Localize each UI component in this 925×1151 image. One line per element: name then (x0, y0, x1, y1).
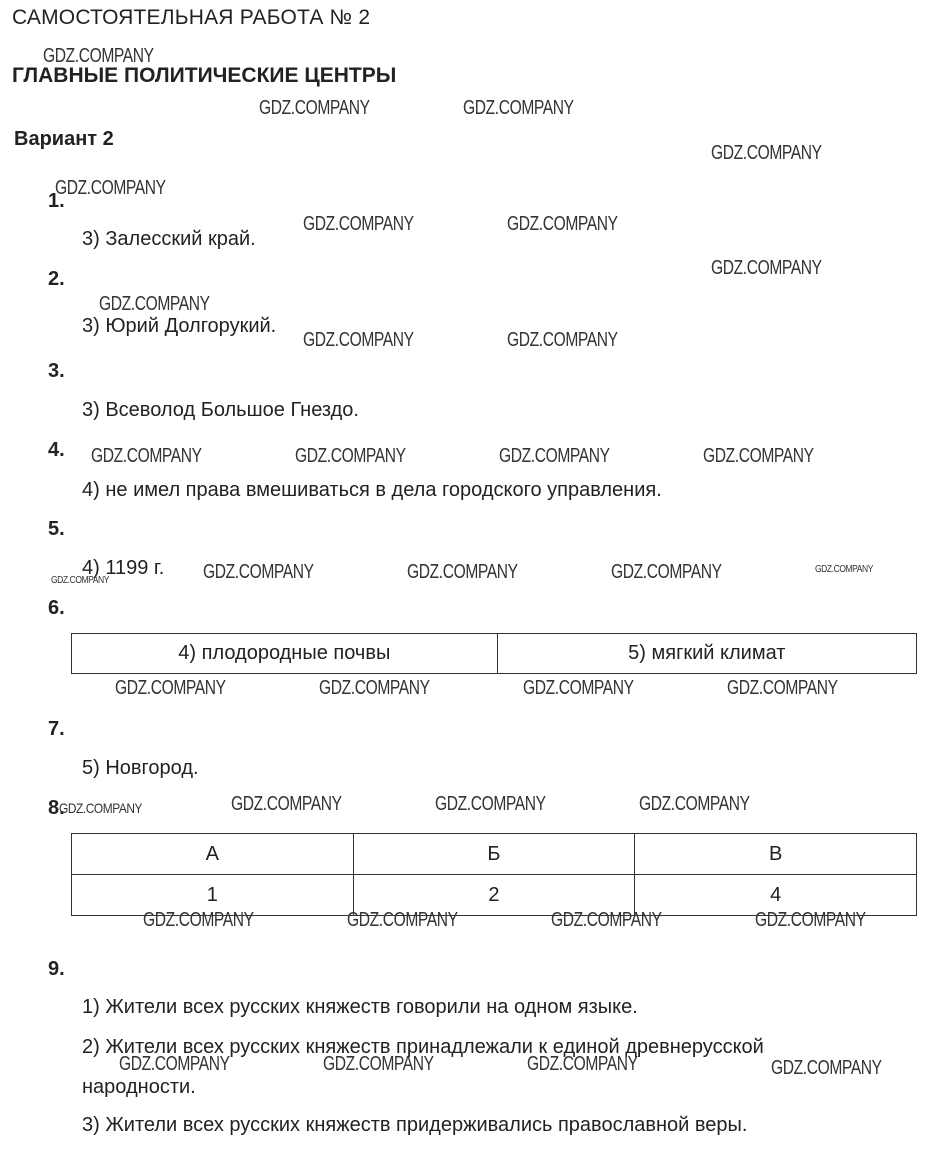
answer-9-1: 1) Жители всех русских княжеств говорили на одном языке. (82, 996, 638, 1018)
answer-2: 3) Юрий Долгорукий. (82, 315, 277, 337)
watermark: GDZ.COMPANY (703, 445, 814, 467)
answer-9-2-continued: народности. (82, 1076, 196, 1098)
watermark: GDZ.COMPANY (59, 800, 143, 816)
watermark: GDZ.COMPANY (551, 909, 662, 931)
watermark: GDZ.COMPANY (323, 1053, 434, 1075)
table-header-cell: Б (353, 834, 635, 875)
watermark: GDZ.COMPANY (711, 257, 822, 279)
watermark: GDZ.COMPANY (711, 142, 822, 164)
table-header-cell: В (635, 834, 917, 875)
table-cell: 4) плодородные почвы (72, 634, 498, 674)
variant-label: Вариант 2 (14, 128, 114, 150)
watermark: GDZ.COMPANY (99, 293, 210, 315)
watermark: GDZ.COMPANY (463, 97, 574, 119)
question-number-5: 5. (48, 518, 65, 540)
answer-7: 5) Новгород. (82, 757, 199, 779)
question-number-1: 1. (48, 190, 65, 212)
table-cell: 1 (72, 875, 354, 916)
answer-3: 3) Всеволод Большое Гнездо. (82, 399, 359, 421)
watermark: GDZ.COMPANY (119, 1053, 230, 1075)
question-number-6: 6. (48, 597, 65, 619)
watermark: GDZ.COMPANY (507, 329, 618, 351)
table-cell: 2 (353, 875, 635, 916)
watermark: GDZ.COMPANY (203, 561, 314, 583)
table-cell: 5) мягкий климат (497, 634, 916, 674)
watermark: GDZ.COMPANY (43, 45, 154, 67)
watermark: GDZ.COMPANY (51, 575, 109, 586)
watermark: GDZ.COMPANY (639, 793, 750, 815)
question-number-2: 2. (48, 268, 65, 290)
watermark: GDZ.COMPANY (523, 677, 634, 699)
watermark: GDZ.COMPANY (91, 445, 202, 467)
watermark: GDZ.COMPANY (435, 793, 546, 815)
watermark: GDZ.COMPANY (303, 213, 414, 235)
question-number-8: 8. (48, 797, 65, 819)
watermark: GDZ.COMPANY (115, 677, 226, 699)
watermark: GDZ.COMPANY (259, 97, 370, 119)
watermark: GDZ.COMPANY (295, 445, 406, 467)
page-title: САМОСТОЯТЕЛЬНАЯ РАБОТА № 2 (12, 6, 371, 29)
watermark: GDZ.COMPANY (815, 564, 873, 575)
watermark: GDZ.COMPANY (55, 177, 166, 199)
question-number-4: 4. (48, 439, 65, 461)
watermark: GDZ.COMPANY (407, 561, 518, 583)
watermark: GDZ.COMPANY (303, 329, 414, 351)
section-title: ГЛАВНЫЕ ПОЛИТИЧЕСКИЕ ЦЕНТРЫ (12, 64, 397, 87)
table-header-cell: А (72, 834, 354, 875)
question-number-3: 3. (48, 360, 65, 382)
question-number-7: 7. (48, 718, 65, 740)
answer-table-6 (71, 633, 917, 674)
watermark: GDZ.COMPANY (499, 445, 610, 467)
watermark: GDZ.COMPANY (507, 213, 618, 235)
watermark: GDZ.COMPANY (611, 561, 722, 583)
answer-table-8 (71, 833, 917, 916)
watermark: GDZ.COMPANY (347, 909, 458, 931)
answer-4: 4) не имел права вмешиваться в дела городского управления. (82, 479, 662, 501)
answer-5: 4) 1199 г. (82, 557, 165, 579)
table-cell: 4 (635, 875, 917, 916)
watermark: GDZ.COMPANY (319, 677, 430, 699)
watermark: GDZ.COMPANY (727, 677, 838, 699)
watermark: GDZ.COMPANY (231, 793, 342, 815)
answer-9-2: 2) Жители всех русских княжеств принадлежали к единой древнерусской (82, 1036, 764, 1058)
question-number-9: 9. (48, 958, 65, 980)
watermark: GDZ.COMPANY (771, 1057, 882, 1079)
watermark: GDZ.COMPANY (755, 909, 866, 931)
answer-9-3: 3) Жители всех русских княжеств придерживались православной веры. (82, 1114, 748, 1136)
watermark: GDZ.COMPANY (143, 909, 254, 931)
answer-1: 3) Залесский край. (82, 228, 256, 250)
watermark: GDZ.COMPANY (527, 1053, 638, 1075)
